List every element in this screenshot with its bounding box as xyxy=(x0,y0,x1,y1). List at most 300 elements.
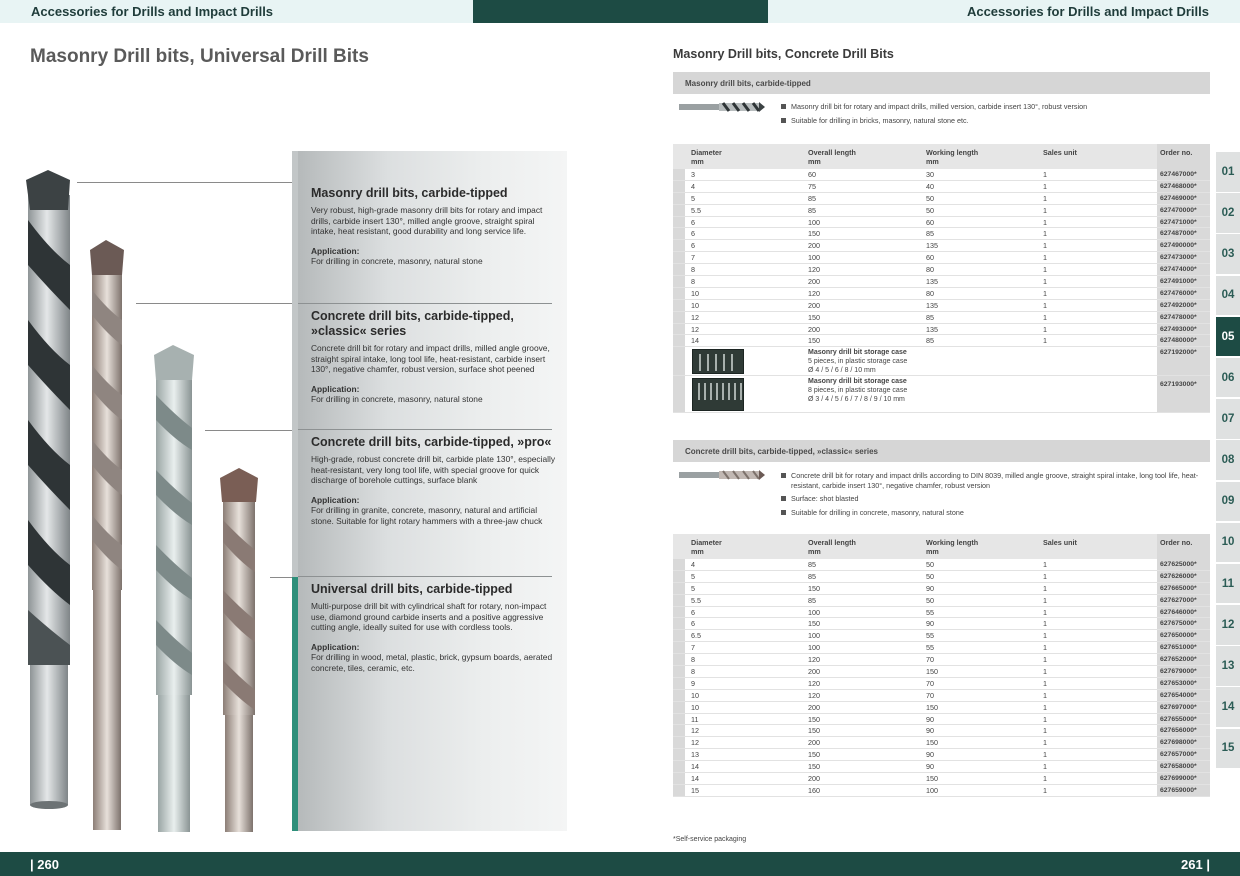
storage-case-image xyxy=(692,349,744,374)
table-row xyxy=(673,193,1210,205)
overall-length-cell: 100 xyxy=(808,631,820,641)
header-right-title: Accessories for Drills and Impact Drills xyxy=(768,0,1240,23)
table-row xyxy=(673,678,1210,690)
diameter-cell: 7 xyxy=(691,253,695,263)
working-length-cell: 85 xyxy=(926,229,934,239)
sales-unit-cell: 1 xyxy=(1043,181,1047,191)
col-sales-unit: Sales unit xyxy=(1043,148,1077,157)
table-row xyxy=(673,666,1210,678)
order-no-cell: 627697000* xyxy=(1157,702,1210,713)
sales-unit-cell: 1 xyxy=(1043,607,1047,617)
working-length-cell: 70 xyxy=(926,690,934,700)
order-no-cell: 627625000* xyxy=(1157,559,1210,570)
sales-unit-cell: 1 xyxy=(1043,277,1047,287)
overall-length-cell: 150 xyxy=(808,714,820,724)
order-no-cell: 627646000* xyxy=(1157,607,1210,618)
working-length-cell: 90 xyxy=(926,583,934,593)
table-row xyxy=(673,217,1210,229)
diameter-cell: 5 xyxy=(691,571,695,581)
order-no-cell: 627653000* xyxy=(1157,678,1210,689)
table-row xyxy=(673,264,1210,276)
table-row xyxy=(673,737,1210,749)
table-row xyxy=(673,618,1210,630)
order-no-cell: 627656000* xyxy=(1157,725,1210,736)
table1-category-bar: Masonry drill bits, carbide-tipped xyxy=(673,72,1210,94)
chapter-tab-06[interactable]: 06 xyxy=(1216,358,1240,398)
diameter-cell: 8 xyxy=(691,277,695,287)
feature-item: Suitable for drilling in bricks, masonry, natural stone etc. xyxy=(780,116,1200,126)
classic-bit-thumbnail xyxy=(679,469,765,481)
application-text: For drilling in concrete, masonry, natural stone xyxy=(311,256,483,267)
feature-item: Concrete drill bit for rotary and impact drills according to DIN 8039, milled angle groove, straight spiral intake, long tool life, heat-resistant, carbide insert 130°, negative chamfer, robust version xyxy=(780,471,1200,490)
feature-item: Surface: shot blasted xyxy=(780,494,1200,504)
table-row xyxy=(673,725,1210,737)
table-row xyxy=(673,205,1210,217)
order-no-cell: 627468000* xyxy=(1157,181,1210,192)
col-overall-length: Overall length mm xyxy=(808,538,856,556)
table-row xyxy=(673,630,1210,642)
overall-length-cell: 150 xyxy=(808,619,820,629)
order-no-cell: 627652000* xyxy=(1157,654,1210,665)
working-length-cell: 80 xyxy=(926,265,934,275)
diameter-cell: 12 xyxy=(691,324,699,334)
overall-length-cell: 120 xyxy=(808,690,820,700)
sales-unit-cell: 1 xyxy=(1043,702,1047,712)
table-row xyxy=(673,335,1210,347)
sales-unit-cell: 1 xyxy=(1043,750,1047,760)
sales-unit-cell: 1 xyxy=(1043,595,1047,605)
table-row xyxy=(673,583,1210,595)
table-row xyxy=(673,276,1210,288)
sales-unit-cell: 1 xyxy=(1043,205,1047,215)
order-no-cell: 627492000* xyxy=(1157,300,1210,311)
chapter-tab-05[interactable]: 05 xyxy=(1216,317,1240,357)
diameter-cell: 14 xyxy=(691,762,699,772)
table1-features xyxy=(780,102,1200,129)
overall-length-cell: 200 xyxy=(808,300,820,310)
diameter-cell: 3 xyxy=(691,170,695,179)
overall-length-cell: 160 xyxy=(808,785,820,795)
sales-unit-cell: 1 xyxy=(1043,583,1047,593)
sales-unit-cell: 1 xyxy=(1043,714,1047,724)
table-row xyxy=(673,642,1210,654)
sales-unit-cell: 1 xyxy=(1043,571,1047,581)
working-length-cell: 90 xyxy=(926,750,934,760)
diameter-cell: 6 xyxy=(691,217,695,227)
drill-bits-image xyxy=(20,150,292,832)
working-length-cell: 55 xyxy=(926,631,934,641)
leader-line-1 xyxy=(77,182,298,183)
working-length-cell: 135 xyxy=(926,277,938,287)
table-row xyxy=(673,228,1210,240)
chapter-tab-07[interactable]: 07 xyxy=(1216,399,1240,439)
overall-length-cell: 150 xyxy=(808,229,820,239)
order-no-cell: 627658000* xyxy=(1157,761,1210,772)
overall-length-cell: 200 xyxy=(808,702,820,712)
table-row xyxy=(673,288,1210,300)
sales-unit-cell: 1 xyxy=(1043,774,1047,784)
diameter-cell: 6 xyxy=(691,607,695,617)
section-title: Masonry drill bits, carbide-tipped xyxy=(311,186,508,200)
working-length-cell: 150 xyxy=(926,702,938,712)
overall-length-cell: 120 xyxy=(808,655,820,665)
diameter-cell: 8 xyxy=(691,265,695,275)
sales-unit-cell: 1 xyxy=(1043,785,1047,795)
header-left-title: Accessories for Drills and Impact Drills xyxy=(0,0,473,23)
application-text: For drilling in wood, metal, plastic, brick, gypsum boards, aerated concrete, tiles, ceramic, etc. xyxy=(311,652,553,673)
table-row xyxy=(673,312,1210,324)
diameter-cell: 15 xyxy=(691,785,699,795)
col-working-length: Working length mm xyxy=(926,538,979,556)
working-length-cell: 50 xyxy=(926,571,934,581)
sales-unit-cell: 1 xyxy=(1043,288,1047,298)
table-row xyxy=(673,240,1210,252)
section-pro xyxy=(311,435,556,527)
overall-length-cell: 200 xyxy=(808,324,820,334)
table2-rows xyxy=(673,559,1210,797)
overall-length-cell: 85 xyxy=(808,193,816,203)
diameter-cell: 10 xyxy=(691,690,699,700)
table-row xyxy=(673,169,1210,181)
chapter-tab-14[interactable]: 14 xyxy=(1216,687,1240,727)
table-header xyxy=(673,534,1210,559)
diameter-cell: 4 xyxy=(691,560,695,569)
order-no-cell: 627655000* xyxy=(1157,714,1210,725)
section-classic xyxy=(311,309,556,405)
sales-unit-cell: 1 xyxy=(1043,726,1047,736)
order-no-cell: 627626000* xyxy=(1157,571,1210,582)
sales-unit-cell: 1 xyxy=(1043,631,1047,641)
working-length-cell: 90 xyxy=(926,619,934,629)
masonry-bit-graphic xyxy=(26,170,70,809)
table-row xyxy=(673,761,1210,773)
diameter-cell: 12 xyxy=(691,312,699,322)
diameter-cell: 14 xyxy=(691,774,699,784)
sales-unit-cell: 1 xyxy=(1043,690,1047,700)
table-row xyxy=(673,702,1210,714)
section-text: Very robust, high-grade masonry drill bits for rotary and impact drills, carbide insert 130°, milled angle groove, straight spiral intake, heat resistant, good durability and long service life. xyxy=(311,205,543,237)
sales-unit-cell: 1 xyxy=(1043,762,1047,772)
order-no-cell: 627679000* xyxy=(1157,666,1210,677)
order-no: 627192000* xyxy=(1157,347,1210,375)
table-row xyxy=(673,252,1210,264)
working-length-cell: 30 xyxy=(926,170,934,179)
page-number-right: 261 | xyxy=(1181,857,1210,872)
overall-length-cell: 150 xyxy=(808,312,820,322)
working-length-cell: 150 xyxy=(926,774,938,784)
overall-length-cell: 150 xyxy=(808,726,820,736)
table-row xyxy=(673,749,1210,761)
diameter-cell: 9 xyxy=(691,678,695,688)
universal-bit-graphic xyxy=(220,468,258,832)
sales-unit-cell: 1 xyxy=(1043,643,1047,653)
table-row xyxy=(673,324,1210,336)
diameter-cell: 10 xyxy=(691,702,699,712)
working-length-cell: 150 xyxy=(926,667,938,677)
sales-unit-cell: 1 xyxy=(1043,619,1047,629)
section-title: Concrete drill bits, carbide-tipped, »pro« xyxy=(311,435,552,449)
application-text: For drilling in concrete, masonry, natural stone xyxy=(311,394,483,405)
application-heading: Application: xyxy=(311,494,360,505)
page-number-left: | 260 xyxy=(30,857,59,872)
diameter-cell: 6 xyxy=(691,229,695,239)
diameter-cell: 4 xyxy=(691,181,695,191)
diameter-cell: 5.5 xyxy=(691,595,701,605)
chapter-tab-04[interactable]: 04 xyxy=(1216,276,1240,316)
diameter-cell: 13 xyxy=(691,750,699,760)
section-divider xyxy=(298,576,552,577)
order-no-cell: 627487000* xyxy=(1157,228,1210,239)
sales-unit-cell: 1 xyxy=(1043,300,1047,310)
section-title: Universal drill bits, carbide-tipped xyxy=(311,582,513,596)
sales-unit-cell: 1 xyxy=(1043,217,1047,227)
table-row xyxy=(673,785,1210,797)
diameter-cell: 7 xyxy=(691,643,695,653)
order-no-cell: 627491000* xyxy=(1157,276,1210,287)
working-length-cell: 90 xyxy=(926,726,934,736)
working-length-cell: 85 xyxy=(926,312,934,322)
col-order-no: Order no. xyxy=(1157,534,1210,559)
sales-unit-cell: 1 xyxy=(1043,312,1047,322)
overall-length-cell: 100 xyxy=(808,643,820,653)
sales-unit-cell: 1 xyxy=(1043,560,1047,569)
working-length-cell: 90 xyxy=(926,762,934,772)
sales-unit-cell: 1 xyxy=(1043,265,1047,275)
pro-bit-graphic xyxy=(154,345,194,832)
diameter-cell: 12 xyxy=(691,726,699,736)
chapter-tab-03[interactable]: 03 xyxy=(1216,234,1240,274)
overall-length-cell: 120 xyxy=(808,288,820,298)
order-no-cell: 627476000* xyxy=(1157,288,1210,299)
footer-bar xyxy=(0,852,1240,876)
chapter-tab-12[interactable]: 12 xyxy=(1216,605,1240,645)
application-text: For drilling in granite, concrete, masonry, natural and artificial stone. Suitable for light rotary hammers with a three-jaw chuck xyxy=(311,505,543,526)
diameter-cell: 10 xyxy=(691,288,699,298)
section-text: Multi-purpose drill bit with cylindrical shaft for rotary, non-impact use, diamond ground carbide inserts and a positive aggressive cutting angle, ideally suited for use with cordless tools. xyxy=(311,601,547,633)
overall-length-cell: 200 xyxy=(808,241,820,251)
working-length-cell: 55 xyxy=(926,607,934,617)
leader-line-2 xyxy=(136,303,298,304)
storage-case-row xyxy=(673,347,1210,376)
page-title: Masonry Drill bits, Universal Drill Bits xyxy=(30,46,369,67)
right-page-title: Masonry Drill bits, Concrete Drill Bits xyxy=(673,47,894,61)
table-row xyxy=(673,595,1210,607)
storage-case-text: Masonry drill bit storage case 5 pieces, in plastic storage case Ø 4 / 5 / 6 / 8 / 10 mm xyxy=(808,349,908,375)
sales-unit-cell: 1 xyxy=(1043,324,1047,334)
order-no-cell: 627699000* xyxy=(1157,773,1210,784)
overall-length-cell: 75 xyxy=(808,181,816,191)
chapter-tab-13[interactable]: 13 xyxy=(1216,646,1240,686)
working-length-cell: 55 xyxy=(926,643,934,653)
section-divider xyxy=(298,429,552,430)
overall-length-cell: 200 xyxy=(808,738,820,748)
working-length-cell: 50 xyxy=(926,560,934,569)
chapter-tab-08[interactable]: 08 xyxy=(1216,440,1240,480)
sales-unit-cell: 1 xyxy=(1043,738,1047,748)
order-no-cell: 627665000* xyxy=(1157,583,1210,594)
application-heading: Application: xyxy=(311,245,360,256)
panel-accent-green xyxy=(292,577,298,831)
sales-unit-cell: 1 xyxy=(1043,193,1047,203)
chapter-tab-15[interactable]: 15 xyxy=(1216,729,1240,769)
chapter-tab-02[interactable]: 02 xyxy=(1216,193,1240,233)
working-length-cell: 70 xyxy=(926,655,934,665)
working-length-cell: 50 xyxy=(926,193,934,203)
overall-length-cell: 120 xyxy=(808,678,820,688)
section-universal xyxy=(311,582,556,674)
table-row xyxy=(673,571,1210,583)
working-length-cell: 50 xyxy=(926,205,934,215)
chapter-tab-11[interactable]: 11 xyxy=(1216,564,1240,604)
col-working-length: Working length mm xyxy=(926,148,979,166)
diameter-cell: 5.5 xyxy=(691,205,701,215)
chapter-tab-01[interactable]: 01 xyxy=(1216,152,1240,192)
working-length-cell: 135 xyxy=(926,241,938,251)
section-divider xyxy=(298,303,552,304)
col-order-no: Order no. xyxy=(1157,144,1210,169)
overall-length-cell: 60 xyxy=(808,170,816,179)
top-header-bar xyxy=(0,0,1240,23)
diameter-cell: 5 xyxy=(691,193,695,203)
sales-unit-cell: 1 xyxy=(1043,229,1047,239)
section-text: High-grade, robust concrete drill bit, carbide plate 130°, especially heat-resistant, very long tool life, with special groove for quick discharge of borehole cuttings, surface blank xyxy=(311,454,556,486)
working-length-cell: 150 xyxy=(926,738,938,748)
diameter-cell: 10 xyxy=(691,300,699,310)
overall-length-cell: 200 xyxy=(808,277,820,287)
section-text: Concrete drill bit for rotary and impact drills, milled angle groove, straight spiral intake, long tool life, heat-resistant, carbide insert 130°, negative chamfer, robust version, surface shot peened xyxy=(311,343,550,375)
diameter-cell: 14 xyxy=(691,336,699,346)
sales-unit-cell: 1 xyxy=(1043,655,1047,665)
working-length-cell: 60 xyxy=(926,217,934,227)
order-no-cell: 627471000* xyxy=(1157,217,1210,228)
order-no-cell: 627467000* xyxy=(1157,169,1210,180)
table2 xyxy=(673,534,1210,797)
leader-line-3 xyxy=(205,430,298,431)
order-no-cell: 627698000* xyxy=(1157,737,1210,748)
order-no-cell: 627473000* xyxy=(1157,252,1210,263)
order-no-cell: 627651000* xyxy=(1157,642,1210,653)
order-no-cell: 627474000* xyxy=(1157,264,1210,275)
feature-item: Suitable for drilling in concrete, masonry, natural stone xyxy=(780,508,1200,518)
order-no-cell: 627469000* xyxy=(1157,193,1210,204)
diameter-cell: 12 xyxy=(691,738,699,748)
order-no-cell: 627650000* xyxy=(1157,630,1210,641)
table-row xyxy=(673,559,1210,571)
col-diameter: Diameter mm xyxy=(691,538,722,556)
overall-length-cell: 85 xyxy=(808,595,816,605)
order-no-cell: 627478000* xyxy=(1157,312,1210,323)
working-length-cell: 135 xyxy=(926,300,938,310)
table-row xyxy=(673,714,1210,726)
overall-length-cell: 120 xyxy=(808,265,820,275)
col-diameter: Diameter mm xyxy=(691,148,722,166)
table-row xyxy=(673,773,1210,785)
order-no-cell: 627675000* xyxy=(1157,618,1210,629)
working-length-cell: 50 xyxy=(926,595,934,605)
table-row xyxy=(673,690,1210,702)
table-row xyxy=(673,300,1210,312)
overall-length-cell: 150 xyxy=(808,762,820,772)
order-no-cell: 627480000* xyxy=(1157,335,1210,346)
drill-bits-illustration xyxy=(20,150,292,832)
diameter-cell: 6.5 xyxy=(691,631,701,641)
overall-length-cell: 150 xyxy=(808,583,820,593)
working-length-cell: 85 xyxy=(926,336,934,346)
overall-length-cell: 85 xyxy=(808,560,816,569)
overall-length-cell: 100 xyxy=(808,253,820,263)
working-length-cell: 70 xyxy=(926,678,934,688)
table2-features xyxy=(780,471,1200,521)
order-no-cell: 627654000* xyxy=(1157,690,1210,701)
sales-unit-cell: 1 xyxy=(1043,678,1047,688)
sales-unit-cell: 1 xyxy=(1043,336,1047,346)
working-length-cell: 135 xyxy=(926,324,938,334)
order-no-cell: 627470000* xyxy=(1157,205,1210,216)
storage-case-row xyxy=(673,376,1210,413)
order-no-cell: 627493000* xyxy=(1157,324,1210,335)
overall-length-cell: 85 xyxy=(808,205,816,215)
table2-category-bar: Concrete drill bits, carbide-tipped, »classic« series xyxy=(673,440,1210,462)
section-masonry xyxy=(311,186,556,267)
table1 xyxy=(673,144,1210,413)
diameter-cell: 5 xyxy=(691,583,695,593)
header-center-band xyxy=(473,0,768,23)
sales-unit-cell: 1 xyxy=(1043,170,1047,179)
order-no-cell: 627659000* xyxy=(1157,785,1210,796)
working-length-cell: 40 xyxy=(926,181,934,191)
table-header xyxy=(673,144,1210,169)
chapter-tab-10[interactable]: 10 xyxy=(1216,523,1240,563)
chapter-tabs xyxy=(1216,152,1240,770)
feature-item: Masonry drill bit for rotary and impact drills, milled version, carbide insert 130°, robust version xyxy=(780,102,1200,112)
overall-length-cell: 100 xyxy=(808,607,820,617)
diameter-cell: 11 xyxy=(691,714,699,724)
classic-bit-graphic xyxy=(90,240,124,830)
order-no-cell: 627627000* xyxy=(1157,595,1210,606)
sales-unit-cell: 1 xyxy=(1043,241,1047,251)
col-sales-unit: Sales unit xyxy=(1043,538,1077,547)
overall-length-cell: 150 xyxy=(808,750,820,760)
order-no-cell: 627657000* xyxy=(1157,749,1210,760)
overall-length-cell: 100 xyxy=(808,217,820,227)
storage-case-image xyxy=(692,378,744,411)
working-length-cell: 90 xyxy=(926,714,934,724)
table-row xyxy=(673,654,1210,666)
overall-length-cell: 150 xyxy=(808,336,820,346)
section-title: Concrete drill bits, carbide-tipped, »classic« series xyxy=(311,309,514,338)
footnote: *Self-service packaging xyxy=(673,836,747,843)
diameter-cell: 8 xyxy=(691,655,695,665)
diameter-cell: 6 xyxy=(691,241,695,251)
table-row xyxy=(673,181,1210,193)
working-length-cell: 60 xyxy=(926,253,934,263)
diameter-cell: 8 xyxy=(691,667,695,677)
working-length-cell: 80 xyxy=(926,288,934,298)
overall-length-cell: 200 xyxy=(808,774,820,784)
masonry-bit-thumbnail xyxy=(679,101,765,113)
working-length-cell: 100 xyxy=(926,785,938,795)
storage-case-text: Masonry drill bit storage case 8 pieces, in plastic storage case Ø 3 / 4 / 5 / 6 / 7 / 8 / 9 / 10 mm xyxy=(808,378,908,404)
order-no: 627193000* xyxy=(1157,376,1210,412)
overall-length-cell: 200 xyxy=(808,667,820,677)
application-heading: Application: xyxy=(311,383,360,394)
col-overall-length: Overall length mm xyxy=(808,148,856,166)
table1-rows xyxy=(673,169,1210,347)
table-row xyxy=(673,607,1210,619)
application-heading: Application: xyxy=(311,641,360,652)
chapter-tab-09[interactable]: 09 xyxy=(1216,482,1240,522)
sales-unit-cell: 1 xyxy=(1043,253,1047,263)
